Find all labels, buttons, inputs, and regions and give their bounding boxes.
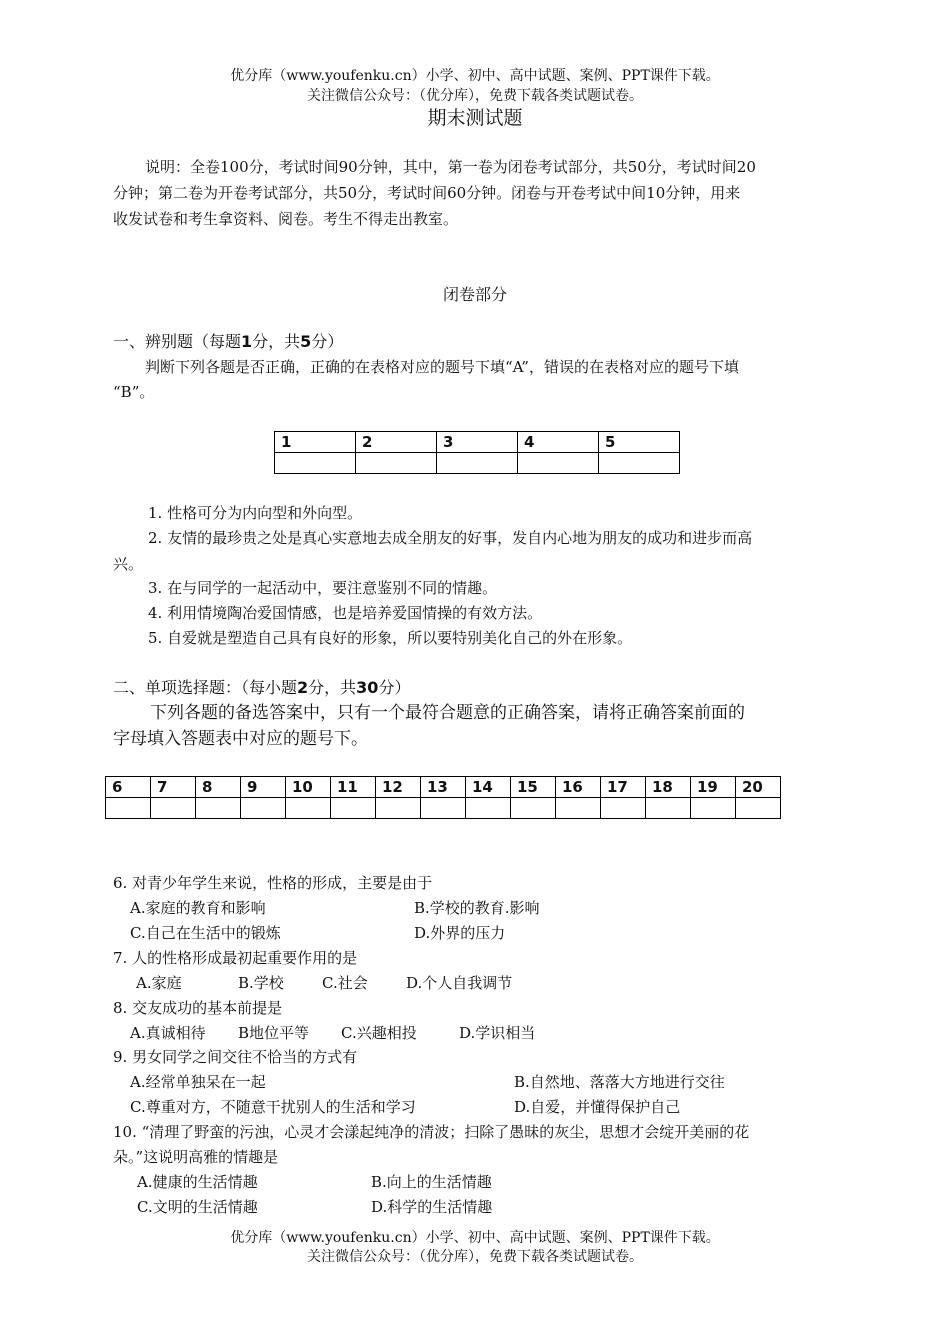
section1-heading: 一、辨别题（每题1分，共5分） <box>113 332 344 351</box>
q9-option-d: D.自爱，并懂得保护自己 <box>514 1098 681 1116</box>
table-header-cell: 14 <box>466 777 511 798</box>
answer-cell[interactable] <box>736 798 781 819</box>
q10-stem-line-1: 10. “清理了野蛮的污浊，心灵才会漾起纯净的清波；扫除了愚昧的灰尘，思想才会绽开美丽的花 <box>113 1123 750 1141</box>
table-header-cell: 4 <box>518 432 599 453</box>
q8-option-b: B地位平等 <box>238 1024 310 1042</box>
answer-cell[interactable] <box>106 798 151 819</box>
q10-option-b: B.向上的生活情趣 <box>371 1173 492 1191</box>
q9-option-c: C.尊重对方，不随意干扰别人的生活和学习 <box>130 1098 416 1116</box>
answer-cell[interactable] <box>437 453 518 474</box>
section2-instruction-2: 字母填入答题表中对应的题号下。 <box>113 729 368 749</box>
answer-cell[interactable] <box>376 798 421 819</box>
table-header-cell: 13 <box>421 777 466 798</box>
table-header-cell: 6 <box>106 777 151 798</box>
table-header-cell: 16 <box>556 777 601 798</box>
q7-option-b: B.学校 <box>238 974 284 992</box>
footer-line-1: 优分库（www.youfenku.cn）小学、初中、高中试题、案例、PPT课件下载。 <box>230 1230 720 1246</box>
table-header-cell: 19 <box>691 777 736 798</box>
q9-stem: 9. 男女同学之间交往不恰当的方式有 <box>113 1048 358 1066</box>
page-title: 期末测试题 <box>427 107 523 129</box>
q8-option-d: D.学识相当 <box>459 1024 536 1042</box>
q8-option-a: A.真诚相待 <box>130 1024 206 1042</box>
table-header-cell: 10 <box>286 777 331 798</box>
q10-option-d: D.科学的生活情趣 <box>371 1198 493 1216</box>
table-header-cell: 11 <box>331 777 376 798</box>
q7-stem: 7. 人的性格形成最初起重要作用的是 <box>113 949 358 967</box>
q7-option-c: C.社会 <box>322 974 368 992</box>
q6-option-b: B.学校的教育.影响 <box>414 899 540 917</box>
q6-option-c: C.自己在生活中的锻炼 <box>130 924 281 942</box>
table-header-cell: 9 <box>241 777 286 798</box>
section1-item-5: 5. 自爱就是塑造自己具有良好的形象，所以要特别美化自己的外在形象。 <box>148 629 633 647</box>
answer-cell[interactable] <box>511 798 556 819</box>
footer-line-2: 关注微信公众号：（优分库），免费下载各类试题试卷。 <box>307 1249 643 1265</box>
section1-answer-table <box>274 431 680 474</box>
table-header-cell: 5 <box>599 432 680 453</box>
answer-cell[interactable] <box>356 453 437 474</box>
section2-heading: 二、单项选择题：（每小题2分，共30分） <box>113 678 411 697</box>
q9-option-b: B.自然地、落落大方地进行交往 <box>514 1073 725 1091</box>
section1-item-1: 1. 性格可分为内向型和外向型。 <box>148 504 363 522</box>
answer-cell[interactable] <box>151 798 196 819</box>
answer-cell[interactable] <box>601 798 646 819</box>
q10-stem-line-2: 朵。”这说明高雅的情趣是 <box>113 1148 279 1166</box>
q7-option-d: D.个人自我调节 <box>406 974 513 992</box>
answer-cell[interactable] <box>646 798 691 819</box>
section2-instruction-1: 下列各题的备选答案中，只有一个最符合题意的正确答案，请将正确答案前面的 <box>150 703 745 723</box>
intro-line-3: 收发试卷和考生拿资料、阅卷。考生不得走出教室。 <box>113 210 459 228</box>
section1-instruction-1: 判断下列各题是否正确，正确的在表格对应的题号下填“A”，错误的在表格对应的题号下填 <box>145 358 739 376</box>
table-header-cell: 18 <box>646 777 691 798</box>
intro-line-1: 说明：全卷100分，考试时间90分钟，其中，第一卷为闭卷考试部分，共50分，考试时间20 <box>145 158 756 176</box>
q9-option-a: A.经常单独呆在一起 <box>130 1073 266 1091</box>
section2-answer-table <box>105 776 781 819</box>
header-line-2: 关注微信公众号：（优分库），免费下载各类试题试卷。 <box>307 88 643 104</box>
answer-cell[interactable] <box>196 798 241 819</box>
answer-cell[interactable] <box>275 453 356 474</box>
answer-cell[interactable] <box>241 798 286 819</box>
section1-item-3: 3. 在与同学的一起活动中，要注意鉴别不同的情趣。 <box>148 579 498 597</box>
q6-stem: 6. 对青少年学生来说，性格的形成，主要是由于 <box>113 874 433 892</box>
answer-cell[interactable] <box>286 798 331 819</box>
header-line-1: 优分库（www.youfenku.cn）小学、初中、高中试题、案例、PPT课件下载。 <box>230 68 720 84</box>
q8-stem: 8. 交友成功的基本前提是 <box>113 999 283 1017</box>
table-header-cell: 2 <box>356 432 437 453</box>
answer-cell[interactable] <box>518 453 599 474</box>
answer-cell[interactable] <box>466 798 511 819</box>
table-header-cell: 15 <box>511 777 556 798</box>
answer-cell[interactable] <box>331 798 376 819</box>
q8-option-c: C.兴趣相投 <box>341 1024 417 1042</box>
intro-line-2: 分钟；第二卷为开卷考试部分，共50分，考试时间60分钟。闭卷与开卷考试中间10分钟，用来 <box>113 184 741 202</box>
answer-cell[interactable] <box>599 453 680 474</box>
table-header-cell: 1 <box>275 432 356 453</box>
q6-option-a: A.家庭的教育和影响 <box>130 899 266 917</box>
table-header-cell: 12 <box>376 777 421 798</box>
q7-option-a: A.家庭 <box>136 974 182 992</box>
answer-cell[interactable] <box>556 798 601 819</box>
section1-item-2: 2. 友情的最珍贵之处是真心实意地去成全朋友的好事，发自内心地为朋友的成功和进步而高 <box>148 529 753 547</box>
q10-option-c: C.文明的生活情趣 <box>137 1198 258 1216</box>
section1-item-4: 4. 利用情境陶冶爱国情感，也是培养爱国情操的有效方法。 <box>148 604 543 622</box>
answer-cell[interactable] <box>691 798 736 819</box>
table-header-cell: 8 <box>196 777 241 798</box>
q10-option-a: A.健康的生活情趣 <box>137 1173 258 1191</box>
answer-cell[interactable] <box>421 798 466 819</box>
table-header-cell: 7 <box>151 777 196 798</box>
q6-option-d: D.外界的压力 <box>414 924 506 942</box>
section1-item-2-cont: 兴。 <box>113 555 144 573</box>
closed-section-title: 闭卷部分 <box>442 285 507 304</box>
table-header-cell: 3 <box>437 432 518 453</box>
table-header-cell: 17 <box>601 777 646 798</box>
section1-instruction-2: “B”。 <box>113 383 155 401</box>
table-header-cell: 20 <box>736 777 781 798</box>
